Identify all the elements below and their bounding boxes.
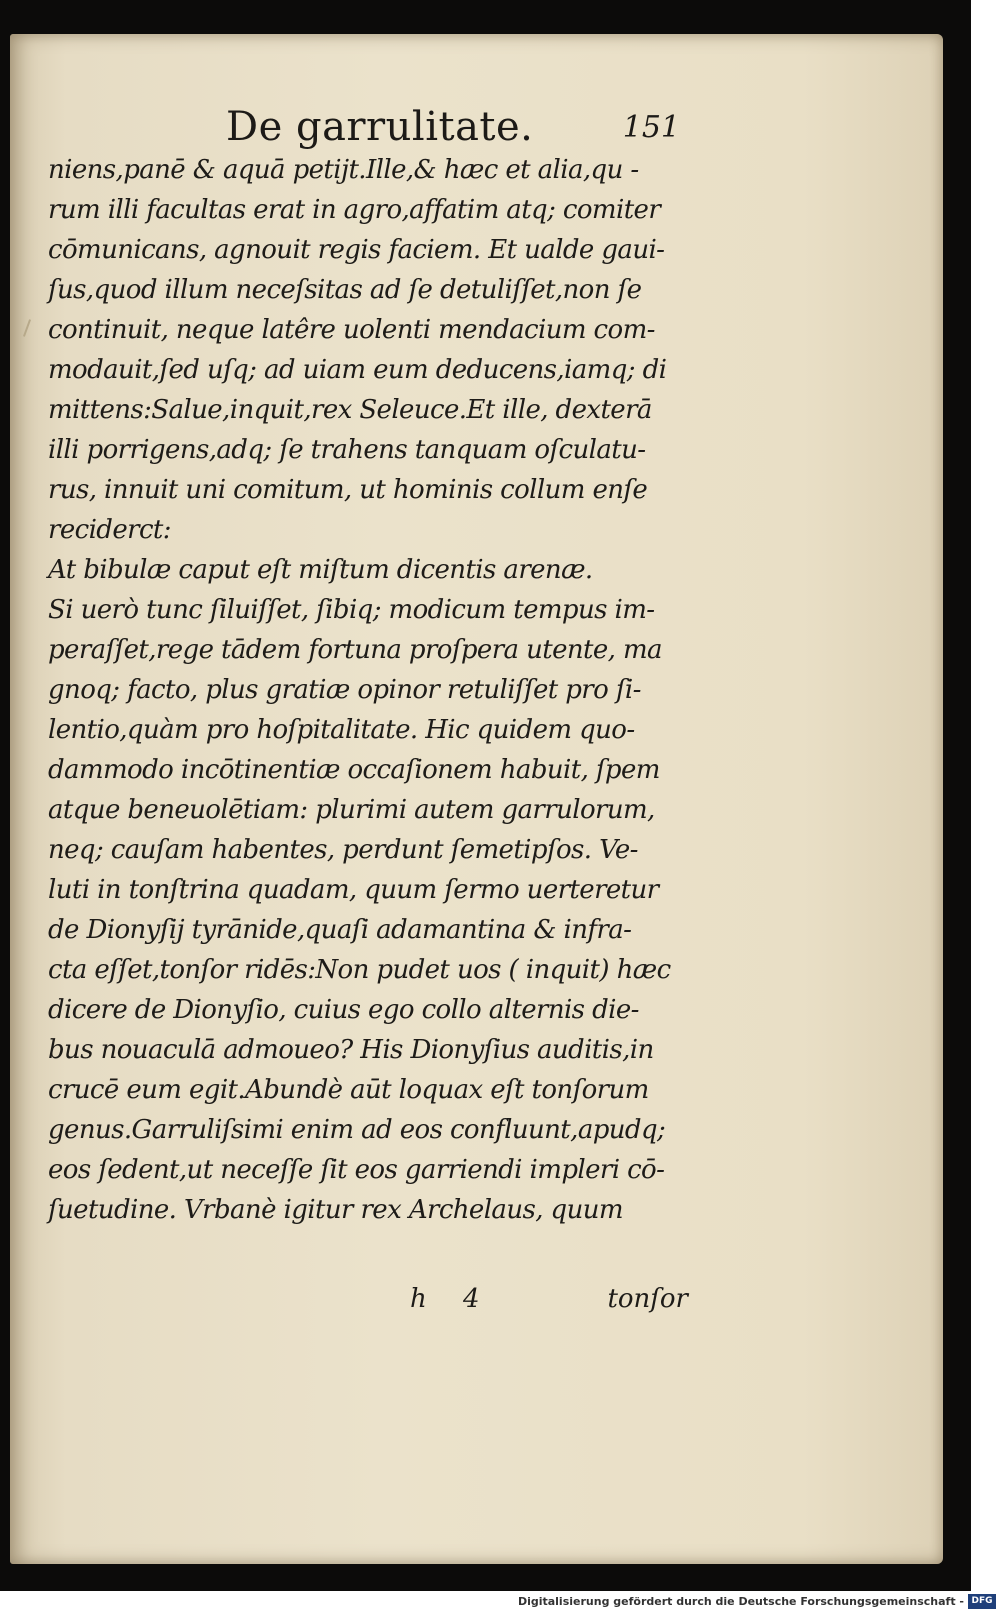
text-line: dicere de Dionyſio, cuius ego collo alternis die- xyxy=(48,995,639,1025)
text-line: ſuetudine. Vrbanè igitur rex Archelaus, quum xyxy=(48,1195,623,1225)
text-line: Si uerò tunc ſiluiſſet, ſibiq; modicum tempus im- xyxy=(48,595,655,625)
text-line: cōmunicans, agnouit regis faciem. Et ualde gaui- xyxy=(48,235,665,265)
page-footer xyxy=(48,1284,688,1324)
text-line: crucē eum egit.Abundè aūt loquax eſt tonſorum xyxy=(48,1075,649,1105)
text-line: lentio,quàm pro hoſpitalitate. Hic quidem quo- xyxy=(48,715,635,745)
text-line: de Dionyſij tyrānide,quaſi adamantina & infra- xyxy=(48,915,632,945)
text-line: atque beneuolētiam: plurimi autem garrulorum, xyxy=(48,795,655,825)
funding-bar xyxy=(0,1591,1000,1615)
funding-notice: Digitalisierung gefördert durch die Deutsche Forschungsgemeinschaft - xyxy=(517,1595,964,1608)
margin-mark xyxy=(23,319,31,337)
dfg-logo: DFG xyxy=(968,1594,996,1609)
verse-line: At bibulæ caput eſt miſtum dicentis arenæ. xyxy=(48,555,593,585)
page-number: 151 xyxy=(622,110,680,145)
text-line: luti in tonſtrina quadam, quum ſermo uerteretur xyxy=(48,875,659,905)
text-line: neq; cauſam habentes, perdunt ſemetipſos. Ve- xyxy=(48,835,638,865)
text-line: rum illi facultas erat in agro,affatim atq; comiter xyxy=(48,195,661,225)
text-line: mittens:Salue,inquit,rex Seleuce.Et ille, dexterā xyxy=(48,395,652,425)
running-title: De garrulitate. xyxy=(226,104,534,150)
text-line: eos ſedent,ut neceſſe ſit eos garriendi impleri cō- xyxy=(48,1155,665,1185)
text-line: bus nouaculā admoueo? His Dionyſius auditis,in xyxy=(48,1035,654,1065)
text-line: ſus,quod illum neceſsitas ad ſe detuliſſet,non ſe xyxy=(48,275,642,305)
body-text xyxy=(48,150,688,1230)
signature-mark: h 4 xyxy=(410,1284,494,1314)
text-line: niens,panē & aquā petijt.Ille,& hæc et alia,qu - xyxy=(48,155,639,185)
text-line: peraſſet,rege tādem fortuna proſpera utente, ma xyxy=(48,635,662,665)
text-line: reciderct: xyxy=(48,515,171,545)
text-line: modauit,ſed uſq; ad uiam eum deducens,iamq; di xyxy=(48,355,667,385)
text-line: rus, innuit uni comitum, ut hominis collum enſe xyxy=(48,475,648,505)
text-line: dammodo incōtinentiæ occaſionem habuit, ſpem xyxy=(48,755,660,785)
text-line: gnoq; facto, plus gratiæ opinor retuliſſet pro ſi- xyxy=(48,675,641,705)
text-line: continuit, neque latêre uolenti mendacium com- xyxy=(48,315,655,345)
text-line: illi porrigens,adq; ſe trahens tanquam oſculatu- xyxy=(48,435,646,465)
text-line: cta eſſet,tonſor ridēs:Non pudet uos ( inquit) hæc xyxy=(48,955,671,985)
text-line: genus.Garruliſsimi enim ad eos confluunt,apudq; xyxy=(48,1115,666,1145)
catchword: tonſor xyxy=(607,1284,688,1314)
book-page xyxy=(10,34,943,1564)
